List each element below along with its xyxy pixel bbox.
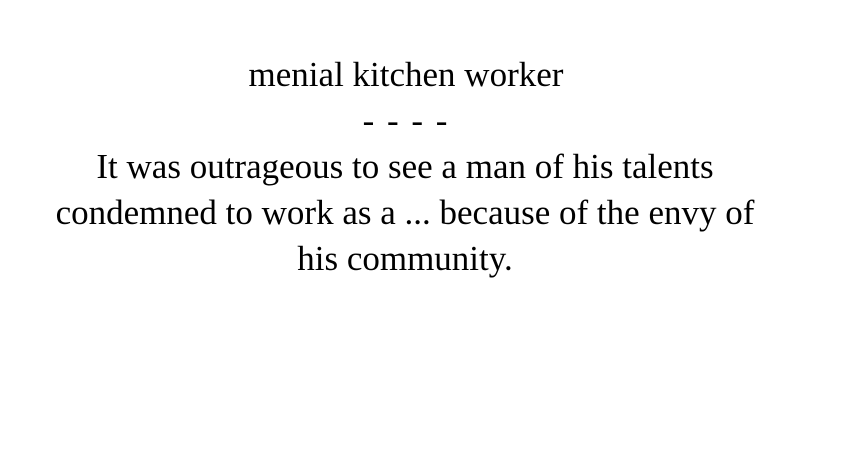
- card-example-sentence: It was outrageous to see a man of his talents condemned to work as a ... because of the envy of his community.: [55, 147, 755, 278]
- flashcard-content: [50, 52, 760, 282]
- card-separator: - - - -: [362, 101, 450, 140]
- card-term: menial kitchen worker: [248, 55, 564, 94]
